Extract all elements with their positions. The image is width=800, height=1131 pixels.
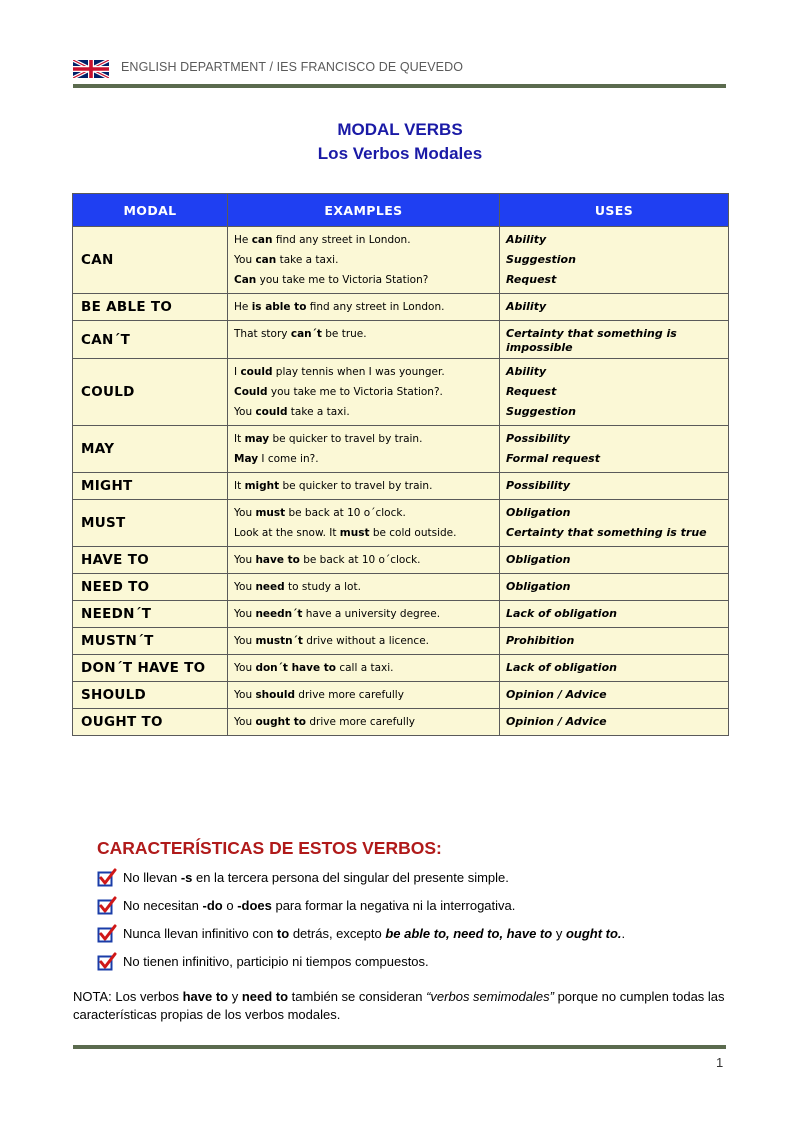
modal-keyword: can [255,254,277,266]
example-sentence [234,577,499,597]
uses-cell [500,473,729,500]
use-label: Suggestion [506,405,576,418]
modal-keyword: might [244,480,280,492]
table-row [73,601,729,628]
modal-keyword: don´t have to [255,662,336,674]
example-text: You [234,716,256,728]
use-label: Request [506,385,557,398]
table-row [73,500,729,547]
text-segment: to [276,926,290,941]
modal-keyword: can [251,234,273,246]
use-label: Prohibition [506,634,575,647]
example-sentence [234,382,499,402]
example-text: take a taxi. [276,254,339,266]
header-divider [73,84,726,88]
example-sentence [234,712,499,732]
examples-cell [228,426,500,473]
example-text: be back at 10 o´clock. [285,507,406,519]
text-segment: ought to. [565,926,622,941]
example-sentence [234,250,499,270]
modal-cell: COULD [73,359,228,426]
uses-cell [500,426,729,473]
example-text: drive more carefully [306,716,415,728]
use-label: Ability [506,300,547,313]
table-row [73,655,729,682]
modal-keyword: needn´t [255,608,303,620]
example-text: He [234,301,252,313]
uses-cell [500,359,729,426]
column-header-uses: USES [500,194,729,227]
example-text: take a taxi. [287,406,350,418]
use-label: Request [506,273,557,286]
example-text: You [234,554,256,566]
modal-cell: NEED TO [73,574,228,601]
examples-cell [228,294,500,321]
use-label: Lack of obligation [506,607,617,620]
example-sentence [234,270,499,290]
examples-cell [228,321,500,359]
modal-keyword: could [255,406,288,418]
characteristic-item [97,924,737,952]
modal-keyword: can´t [290,328,322,340]
checkbox-checked-icon [97,868,117,888]
examples-cell [228,227,500,294]
characteristic-text [123,954,429,969]
modal-cell: MAY [73,426,228,473]
characteristic-text [123,870,509,885]
example-sentence [234,449,499,469]
page-subtitle: Los Verbos Modales [317,144,483,163]
examples-cell [228,682,500,709]
column-header-modal: MODAL [73,194,228,227]
example-text: I come in?. [258,453,319,465]
text-segment: Nunca llevan infinitivo con [123,926,277,941]
example-text: You [234,608,256,620]
table-row [73,473,729,500]
example-text: you take me to Victoria Station?. [267,386,443,398]
table-body [73,227,729,736]
example-sentence [234,523,499,543]
characteristic-text [123,898,515,913]
example-sentence [234,631,499,651]
table-row [73,709,729,736]
example-sentence [234,429,499,449]
characteristic-item [97,896,737,924]
use-label: Possibility [506,479,571,492]
use-label: Ability [506,365,547,378]
example-sentence [234,604,499,624]
modal-keyword: must [339,527,370,539]
text-segment: . [621,926,626,941]
table-row [73,682,729,709]
modal-cell: CAN´T [73,321,228,359]
uses-cell [500,574,729,601]
text-segment: en la tercera persona del singular del presente simple. [192,870,509,885]
text-segment: para formar la negativa ni la interrogativa. [271,898,516,913]
example-text: You [234,406,256,418]
use-label: Ability [506,233,547,246]
example-text: find any street in London. [272,234,411,246]
use-label: Certainty that something is true [506,526,707,539]
note-segment: “verbos semimodales” [426,989,554,1004]
examples-cell [228,655,500,682]
examples-cell [228,574,500,601]
uses-cell [500,321,729,359]
example-text: You [234,254,256,266]
example-sentence [234,230,499,250]
examples-cell [228,500,500,547]
modal-keyword: mustn´t [255,635,303,647]
example-text: be true. [321,328,367,340]
characteristic-text [123,926,625,941]
example-text: be back at 10 o´clock. [299,554,421,566]
use-label: Obligation [506,506,571,519]
use-label: Lack of obligation [506,661,617,674]
table-row [73,359,729,426]
note-segment: need to [241,989,289,1004]
examples-cell [228,628,500,655]
modal-keyword: is able to [251,301,307,313]
example-text: find any street in London. [306,301,445,313]
modal-keyword: ought to [255,716,307,728]
use-label: Opinion / Advice [506,688,607,701]
example-text: It [234,480,245,492]
note-segment: have to [182,989,229,1004]
uses-cell [500,601,729,628]
example-sentence [234,476,499,496]
page-header [73,58,726,80]
uses-cell [500,547,729,574]
example-text: You [234,662,256,674]
use-label: Formal request [506,452,600,465]
characteristic-item [97,868,737,896]
use-label: Possibility [506,432,571,445]
example-sentence [234,550,499,570]
text-segment: No necesitan [123,898,203,913]
table-row [73,227,729,294]
examples-cell [228,709,500,736]
uses-cell [500,500,729,547]
table-row [73,547,729,574]
page-number: 1 [716,1055,724,1070]
table-row [73,628,729,655]
uses-cell [500,682,729,709]
use-label: Obligation [506,580,571,593]
modal-cell: SHOULD [73,682,228,709]
example-text: be quicker to travel by train. [269,433,423,445]
uses-cell [500,709,729,736]
modal-cell: MUST [73,500,228,547]
example-text: You [234,635,256,647]
uses-cell [500,655,729,682]
example-text: you take me to Victoria Station? [256,274,429,286]
characteristics-title: CARACTERÍSTICAS DE ESTOS VERBOS: [97,838,442,858]
modal-keyword: have to [255,554,300,566]
text-segment: -do [202,898,223,913]
modal-cell: MIGHT [73,473,228,500]
modal-keyword: must [255,507,286,519]
example-text: drive without a licence. [302,635,429,647]
modal-cell: DON´T HAVE TO [73,655,228,682]
use-label: Obligation [506,553,571,566]
table-row [73,321,729,359]
note-segment: también se consideran [288,989,427,1004]
uses-cell [500,227,729,294]
note-paragraph [73,988,733,1024]
example-text: drive more carefully [294,689,404,701]
examples-cell [228,359,500,426]
use-label: Suggestion [506,253,576,266]
checkbox-checked-icon [97,924,117,944]
table-row [73,574,729,601]
example-text: play tennis when I was younger. [272,366,445,378]
text-segment: No llevan [123,870,181,885]
modal-keyword: May [234,453,259,465]
text-segment: o [222,898,238,913]
modal-cell: NEEDN´T [73,601,228,628]
example-text: be quicker to travel by train. [279,480,433,492]
modal-keyword: need [255,581,285,593]
modal-cell: MUSTN´T [73,628,228,655]
page-title: MODAL VERBS [337,120,463,139]
text-segment: No tienen infinitivo, participio ni tiempos compuestos. [123,954,429,969]
text-segment: -does [237,898,272,913]
use-label: Certainty that something is impossible [506,327,677,354]
example-text: That story [234,328,291,340]
example-text: have a university degree. [302,608,441,620]
example-sentence [234,658,499,678]
example-sentence [234,685,499,705]
modal-keyword: Can [234,274,257,286]
column-header-examples: EXAMPLES [228,194,500,227]
example-sentence [234,402,499,422]
footer-divider [73,1045,726,1049]
examples-cell [228,473,500,500]
modal-cell: BE ABLE TO [73,294,228,321]
text-segment: be able to, need to, have to [385,926,553,941]
example-text: You [234,507,256,519]
checkbox-checked-icon [97,896,117,916]
modal-cell: HAVE TO [73,547,228,574]
modal-cell: CAN [73,227,228,294]
modal-keyword: Could [234,386,268,398]
uses-cell [500,294,729,321]
checkbox-checked-icon [97,952,117,972]
characteristic-item [97,952,737,980]
modal-keyword: may [244,433,270,445]
example-sentence [234,324,499,344]
uses-cell [500,628,729,655]
example-text: It [234,433,245,445]
text-segment: y [552,926,566,941]
modal-cell: OUGHT TO [73,709,228,736]
example-text: Look at the snow. It [234,527,340,539]
example-sentence [234,362,499,382]
modal-verbs-table [72,193,729,736]
note-segment: porque no cumplen todas las características propias de los verbos modales. [73,989,725,1022]
note-segment: y [228,989,242,1004]
uk-flag-icon [73,60,109,78]
table-row [73,294,729,321]
example-text: I [234,366,241,378]
example-sentence [234,297,499,317]
modal-keyword: should [255,689,295,701]
example-text: be cold outside. [369,527,457,539]
header-text: ENGLISH DEPARTMENT / IES FRANCISCO DE QUEVEDO [121,60,464,74]
table-row [73,426,729,473]
table-header-row [73,194,729,227]
examples-cell [228,601,500,628]
example-text: to study a lot. [284,581,361,593]
characteristics-list [97,868,737,980]
examples-cell [228,547,500,574]
use-label: Opinion / Advice [506,715,607,728]
example-text: call a taxi. [335,662,394,674]
example-text: He [234,234,252,246]
example-text: You [234,689,256,701]
modal-keyword: could [240,366,273,378]
note-segment: NOTA: Los verbos [73,989,183,1004]
text-segment: -s [180,870,193,885]
text-segment: detrás, excepto [289,926,386,941]
example-sentence [234,503,499,523]
example-text: You [234,581,256,593]
